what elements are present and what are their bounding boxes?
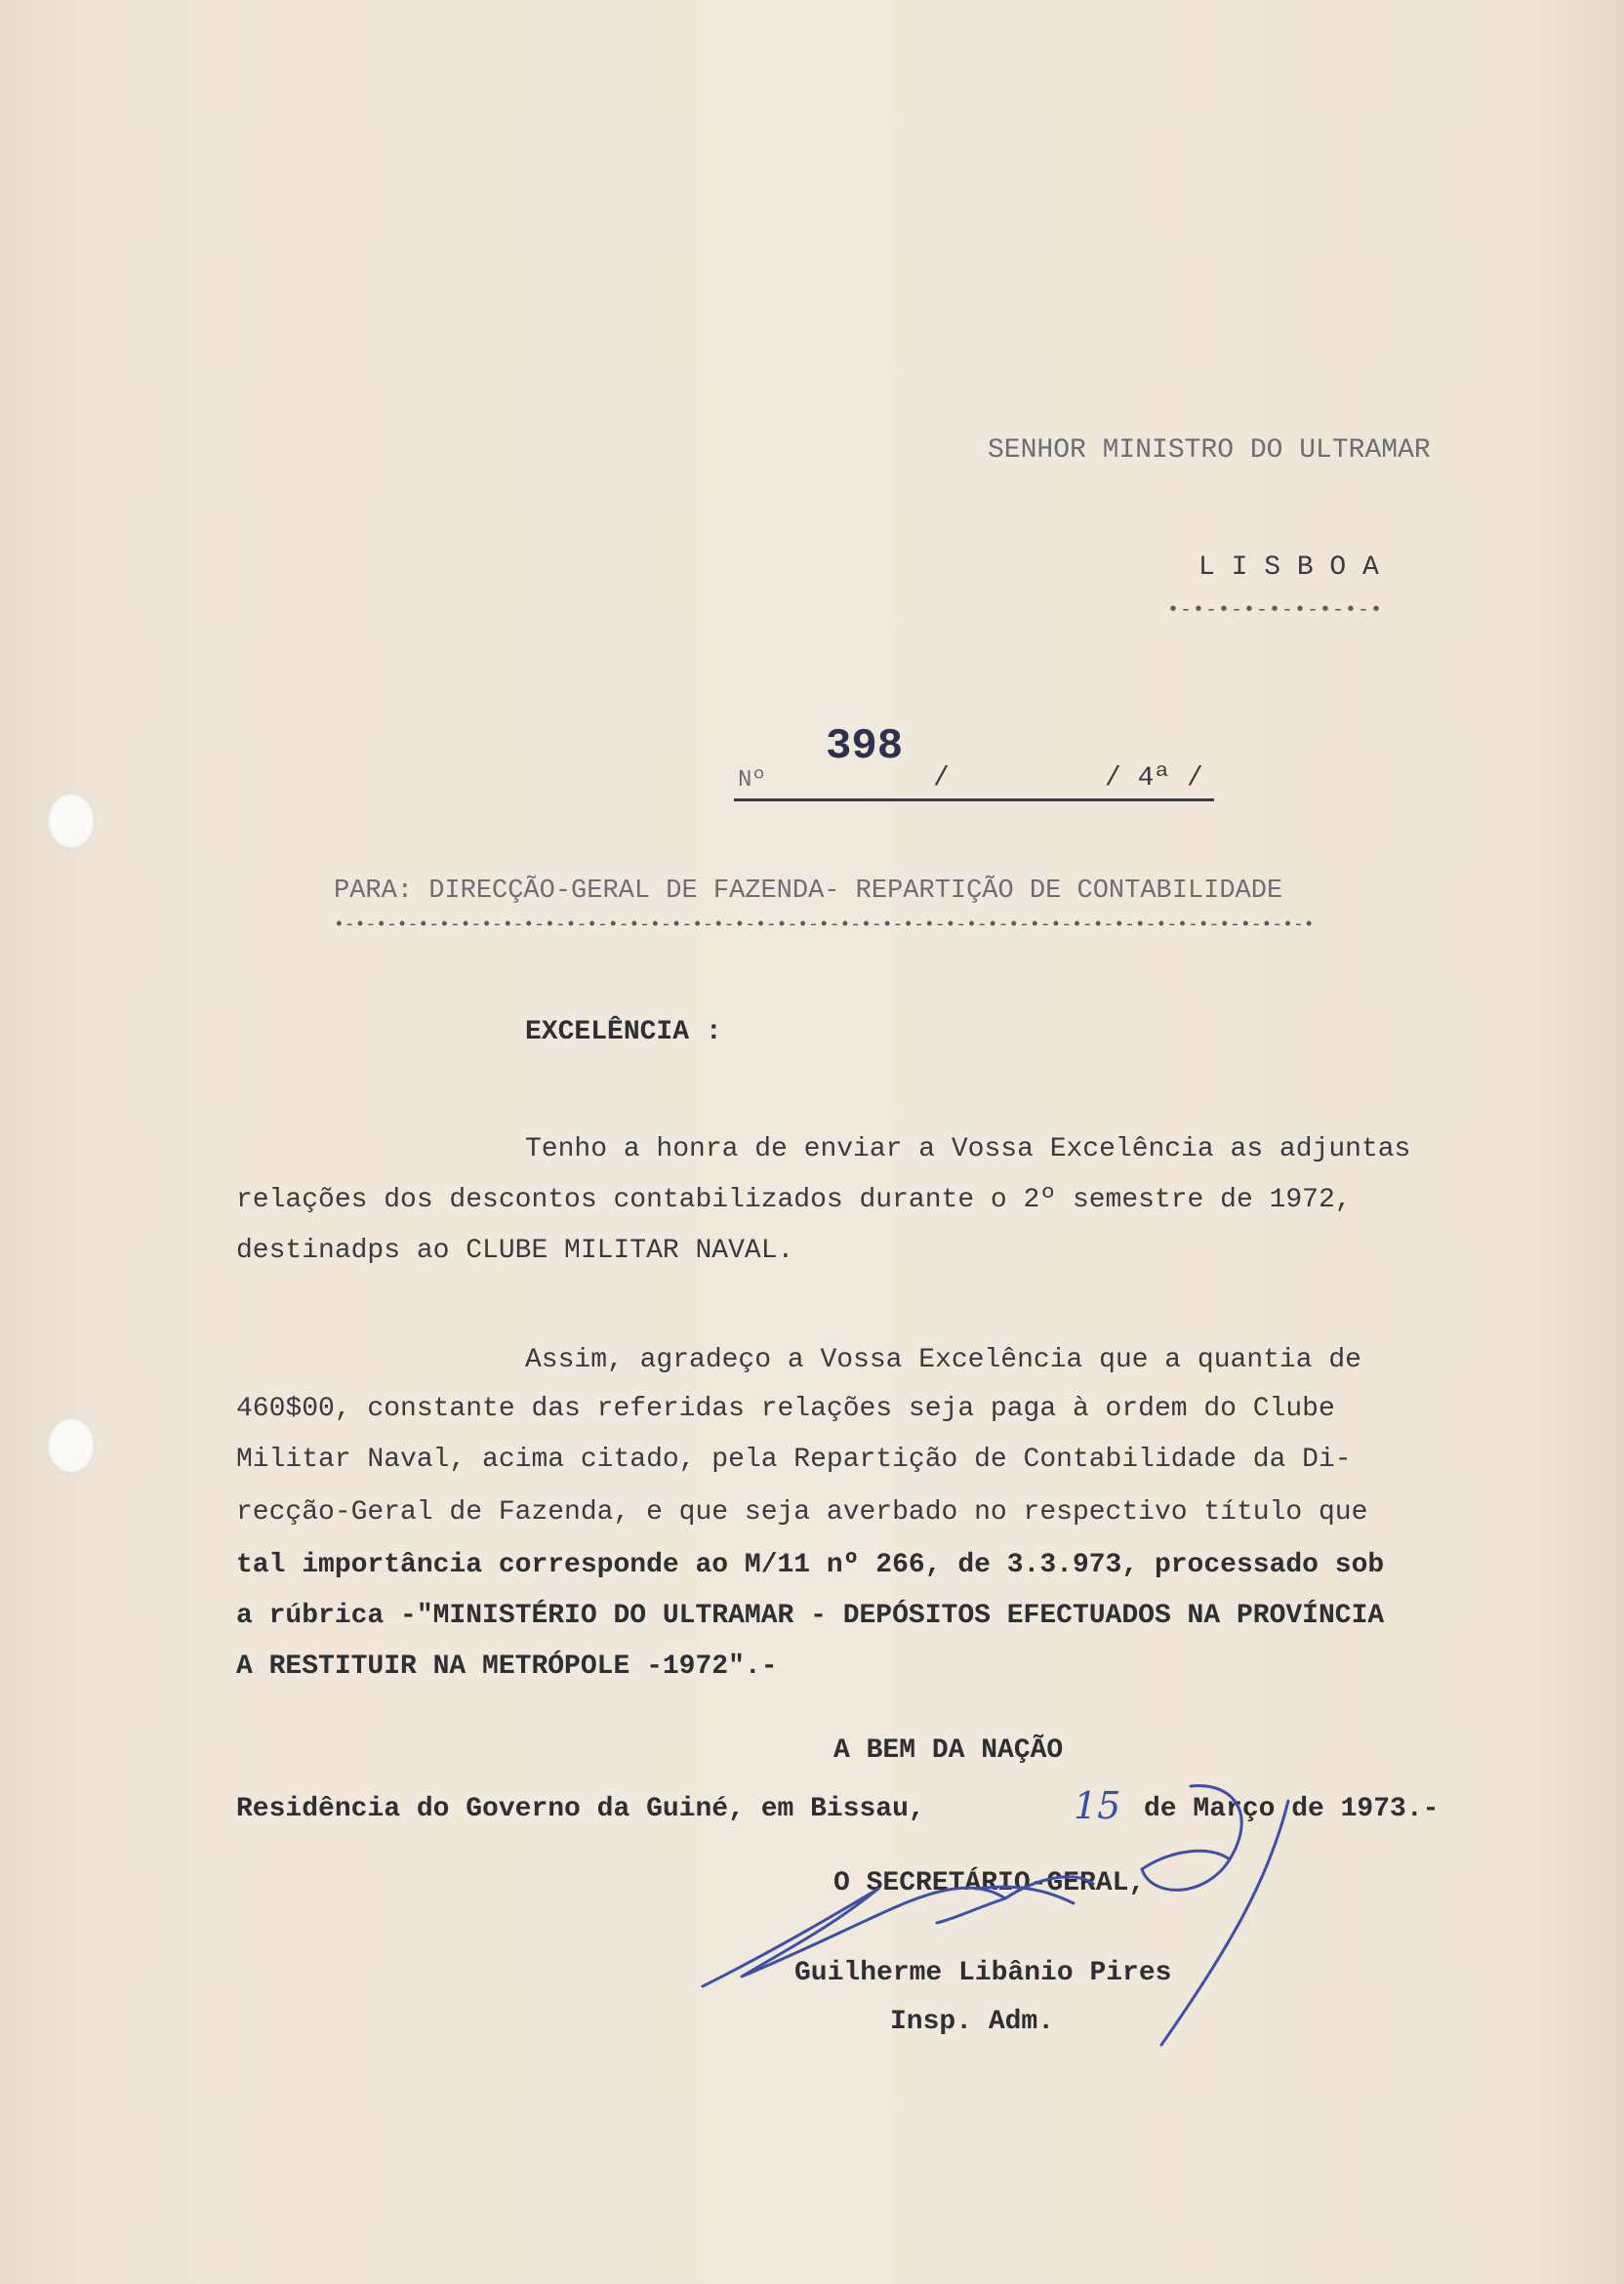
closing-date-rest: de Março de 1973.-	[1144, 1794, 1440, 1824]
paragraph-1-line-3: destinadps ao CLUBE MILITAR NAVAL.	[236, 1236, 794, 1266]
signer-title: Insp. Adm.	[890, 2007, 1055, 2037]
paragraph-2-line-3: Militar Naval, acima citado, pela Repartição de Contabilidade da Di-	[236, 1445, 1352, 1475]
paragraph-1-line-1: Tenho a honra de enviar a Vossa Excelência as adjuntas	[525, 1134, 1411, 1164]
closing-office: O SECRETÁRIO-GERAL,	[833, 1868, 1146, 1898]
to-line: PARA: DIRECÇÃO-GERAL DE FAZENDA- REPARTIÇÃO DE CONTABILIDADE	[334, 877, 1283, 906]
reference-separator-2: / 4ª /	[1105, 763, 1203, 794]
recipient-title: SENHOR MINISTRO DO ULTRAMAR	[988, 435, 1431, 466]
reference-underline	[734, 798, 1214, 801]
recipient-city: L I S B O A	[1198, 552, 1379, 583]
paragraph-2-line-6: a rúbrica -"MINISTÉRIO DO ULTRAMAR - DEPÓSITOS EFECTUADOS NA PROVÍNCIA	[236, 1601, 1385, 1631]
closing-place-date: Residência do Governo da Guiné, em Bissau,	[236, 1794, 925, 1824]
paragraph-1-line-2: relações dos descontos contabilizados durante o 2º semestre de 1972,	[236, 1185, 1352, 1215]
signer-name: Guilherme Libânio Pires	[794, 1958, 1172, 1988]
punch-hole-top	[47, 793, 96, 849]
recipient-city-underline: •-•-•-•-•-•-•-•-•	[1167, 599, 1384, 622]
paragraph-2-line-1: Assim, agradeço a Vossa Excelência que a quantia de	[525, 1345, 1361, 1375]
paragraph-2-line-2: 460$00, constante das referidas relações seja paga à ordem do Clube	[236, 1394, 1335, 1424]
reference-separator-1: /	[933, 763, 950, 794]
salutation: EXCELÊNCIA :	[525, 1017, 722, 1047]
punch-hole-bottom	[47, 1417, 96, 1474]
reference-number: 398	[826, 722, 904, 771]
handwritten-signature	[683, 1752, 1347, 2074]
reference-label: Nº	[738, 767, 766, 794]
paragraph-2-line-4: recção-Geral de Fazenda, e que seja averbado no respectivo título que	[236, 1497, 1368, 1528]
paragraph-2-line-5: tal importância corresponde ao M/11 nº 266, de 3.3.973, processado sob	[236, 1550, 1385, 1580]
to-line-underline: •-•-•-•-•-•-•-•-•-•-•-•-•-•-•-•-•-•-•-•-•-•-•-•-•-•-•-•-•-•-•-•-•-•-•-•-•-•-•-•-•-•-•-•-•-•-•	[334, 916, 1315, 935]
closing-day: 15	[1074, 1784, 1121, 1827]
closing-motto: A BEM DA NAÇÃO	[833, 1735, 1064, 1766]
paragraph-2-line-7: A RESTITUIR NA METRÓPOLE -1972".-	[236, 1652, 778, 1682]
